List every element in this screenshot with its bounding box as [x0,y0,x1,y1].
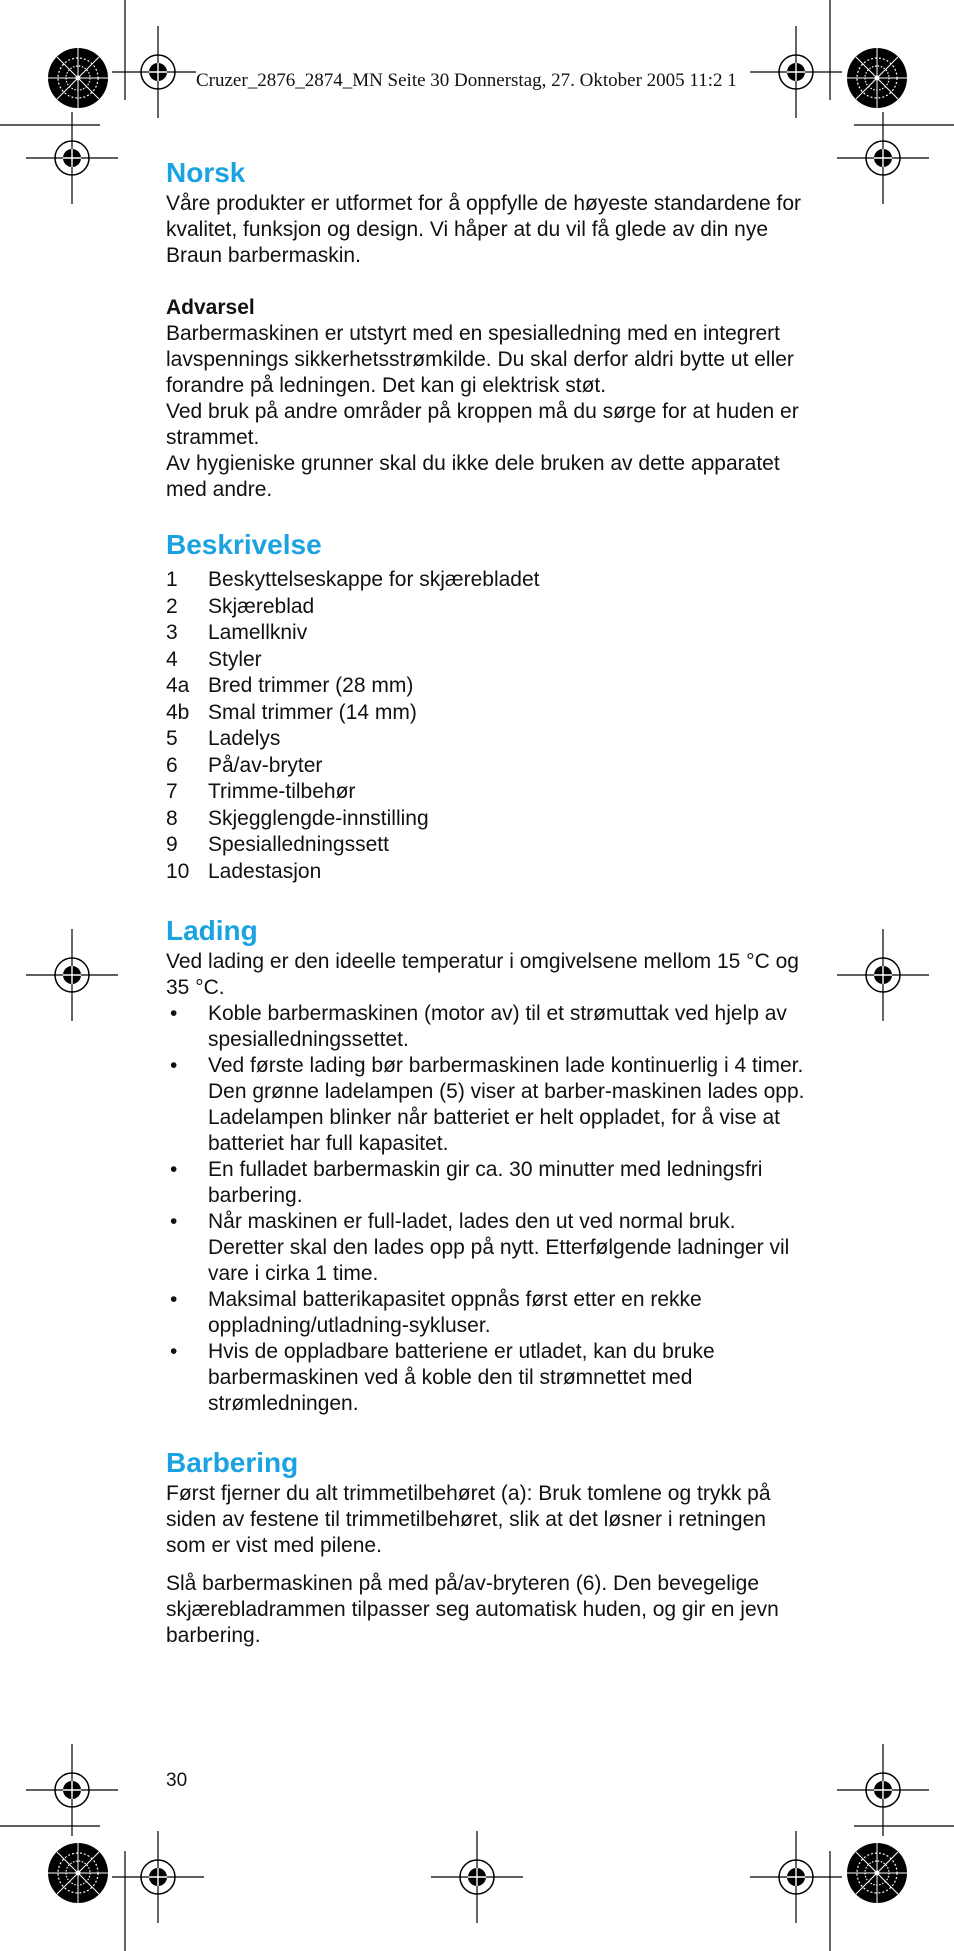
registration-mark-icon [431,1831,523,1923]
starburst-target-icon [48,48,108,108]
warning-paragraph: Ved bruk på andre områder på kroppen må du sørge for at huden er strammet. [166,400,799,449]
list-item [166,700,806,727]
print-slug-text: Cruzer_2876_2874_MN Seite 30 Donnerstag, 27. Oktober 2005 11:2 [196,70,723,91]
registration-mark-icon [26,1744,118,1836]
list-item [166,1053,806,1157]
part-number: 4b [166,700,190,724]
intro-paragraph: Våre produkter er utformet for å oppfylle de høyeste standardene for kvalitet, funksjon og design. Vi håper at du vil få glede av din nye Braun barbermaskin. [166,192,802,267]
starburst-target-icon [847,48,907,108]
starburst-target-icon [48,1843,108,1903]
list-item [166,594,806,621]
bullet-text: Maksimal batterikapasitet oppnås først etter en rekke oppladning/utladning-sykluser. [208,1288,702,1337]
part-number: 4 [166,647,178,671]
part-label: På/av-bryter [208,753,323,777]
print-slug-tail: 1 [727,70,737,91]
part-label: Lamellkniv [208,621,308,644]
page-content [166,155,806,1649]
warning-paragraph: Av hygieniske grunner skal du ikke dele bruken av dette apparatet med andre. [166,452,780,501]
bullet-icon: • [170,1002,178,1025]
part-number: 1 [166,568,178,591]
list-item [166,1209,806,1287]
registration-mark-icon [26,112,118,204]
bullet-text: Hvis de oppladbare batteriene er utladet, kan du bruke barbermaskinen ved å koble den til strømnettet med strømledningen. [208,1340,715,1415]
bullet-text: Koble barbermaskinen (motor av) til et strømuttak ved hjelp av spesialledningssettet. [208,1002,787,1051]
part-number: 7 [166,780,178,803]
part-number: 2 [166,594,178,618]
section-title-lading: Lading [166,915,258,946]
part-number: 9 [166,833,178,856]
list-item [166,567,806,594]
list-item [166,1157,806,1209]
part-label: Ladelys [208,727,281,750]
bullet-text: Ved første lading bør barbermaskinen lade kontinuerlig i 4 timer. Den grønne ladelampen (5) viser at barber-maskinen lades opp. Ladelampen blinker når batteriet er helt oppladet, for å vise at batteriet har full kapasitet. [208,1054,805,1155]
section-title-norsk: Norsk [166,157,246,188]
registration-mark-icon [750,1831,842,1923]
part-number: 5 [166,727,178,750]
bullet-icon: • [170,1288,178,1311]
part-label: Skjegglengde-innstilling [208,806,429,830]
section-title-beskrivelse: Beskrivelse [166,529,322,560]
registration-mark-icon [26,929,118,1021]
bullet-text: Når maskinen er full-ladet, lades den ut ved normal bruk. Deretter skal den lades opp på nytt. Etterfølgende ladninger vil vare i cirka 1 time. [208,1210,790,1285]
print-slug [196,70,739,92]
list-item [166,753,806,780]
part-number: 3 [166,621,178,644]
registration-mark-icon [750,26,842,118]
part-number: 4a [166,674,190,697]
list-item [166,1001,806,1053]
warning-paragraph: Barbermaskinen er utstyrt med en spesialledning med en integrert lavspennings sikkerhetsstrømkilde. Du skal derfor aldri bytte ut eller forandre på ledningen. Det kan gi elektrisk støt. [166,322,794,397]
bullet-icon: • [170,1340,178,1363]
registration-mark-icon [837,112,929,204]
list-item [166,859,806,886]
part-number: 10 [166,859,190,883]
part-label: Beskyttelseskappe for skjærebladet [208,568,540,591]
shaving-paragraph: Først fjerner du alt trimmetilbehøret (a): Bruk tomlene og trykk på siden av festene til trimmetilbehøret, slik at det løsner i retningen som er vist med pilene. [166,1482,771,1557]
charging-bullet-list [166,1001,806,1417]
part-label: Skjæreblad [208,594,315,618]
list-item [166,726,806,753]
bullet-icon: • [170,1210,178,1233]
registration-mark-icon [837,929,929,1021]
starburst-target-icon [847,1843,907,1903]
part-label: Trimme-tilbehør [208,780,356,803]
part-number: 8 [166,806,178,830]
part-label: Spesialledningssett [208,833,389,856]
part-label: Bred trimmer (28 mm) [208,674,414,697]
intro-section [166,155,806,269]
parts-list [166,567,806,885]
list-item [166,806,806,833]
description-section [166,527,806,885]
registration-mark-icon [112,26,204,118]
charging-intro: Ved lading er den ideelle temperatur i omgivelsene mellom 15 °C og 35 °C. [166,950,799,999]
list-item [166,673,806,700]
registration-mark-icon [837,1744,929,1836]
part-label: Ladestasjon [208,859,322,883]
section-title-barbering: Barbering [166,1447,299,1478]
part-label: Styler [208,647,262,671]
bullet-text: En fulladet barbermaskin gir ca. 30 minutter med ledningsfri barbering. [208,1158,763,1207]
page-number: 30 [166,1770,188,1791]
warning-heading: Advarsel [166,296,255,319]
part-label: Smal trimmer (14 mm) [208,700,417,724]
registration-mark-icon [112,1831,204,1923]
list-item [166,647,806,674]
list-item [166,1339,806,1417]
warning-section [166,295,806,503]
charging-section [166,913,806,1417]
list-item [166,779,806,806]
bullet-icon: • [170,1054,178,1077]
list-item [166,620,806,647]
shaving-paragraph: Slå barbermaskinen på med på/av-bryteren (6). Den bevegelige skjærebladrammen tilpasser seg automatisk huden, og gir en jevn barbering. [166,1572,779,1647]
shaving-section [166,1445,806,1649]
bullet-icon: • [170,1158,178,1181]
part-number: 6 [166,753,178,777]
list-item [166,1287,806,1339]
list-item [166,832,806,859]
